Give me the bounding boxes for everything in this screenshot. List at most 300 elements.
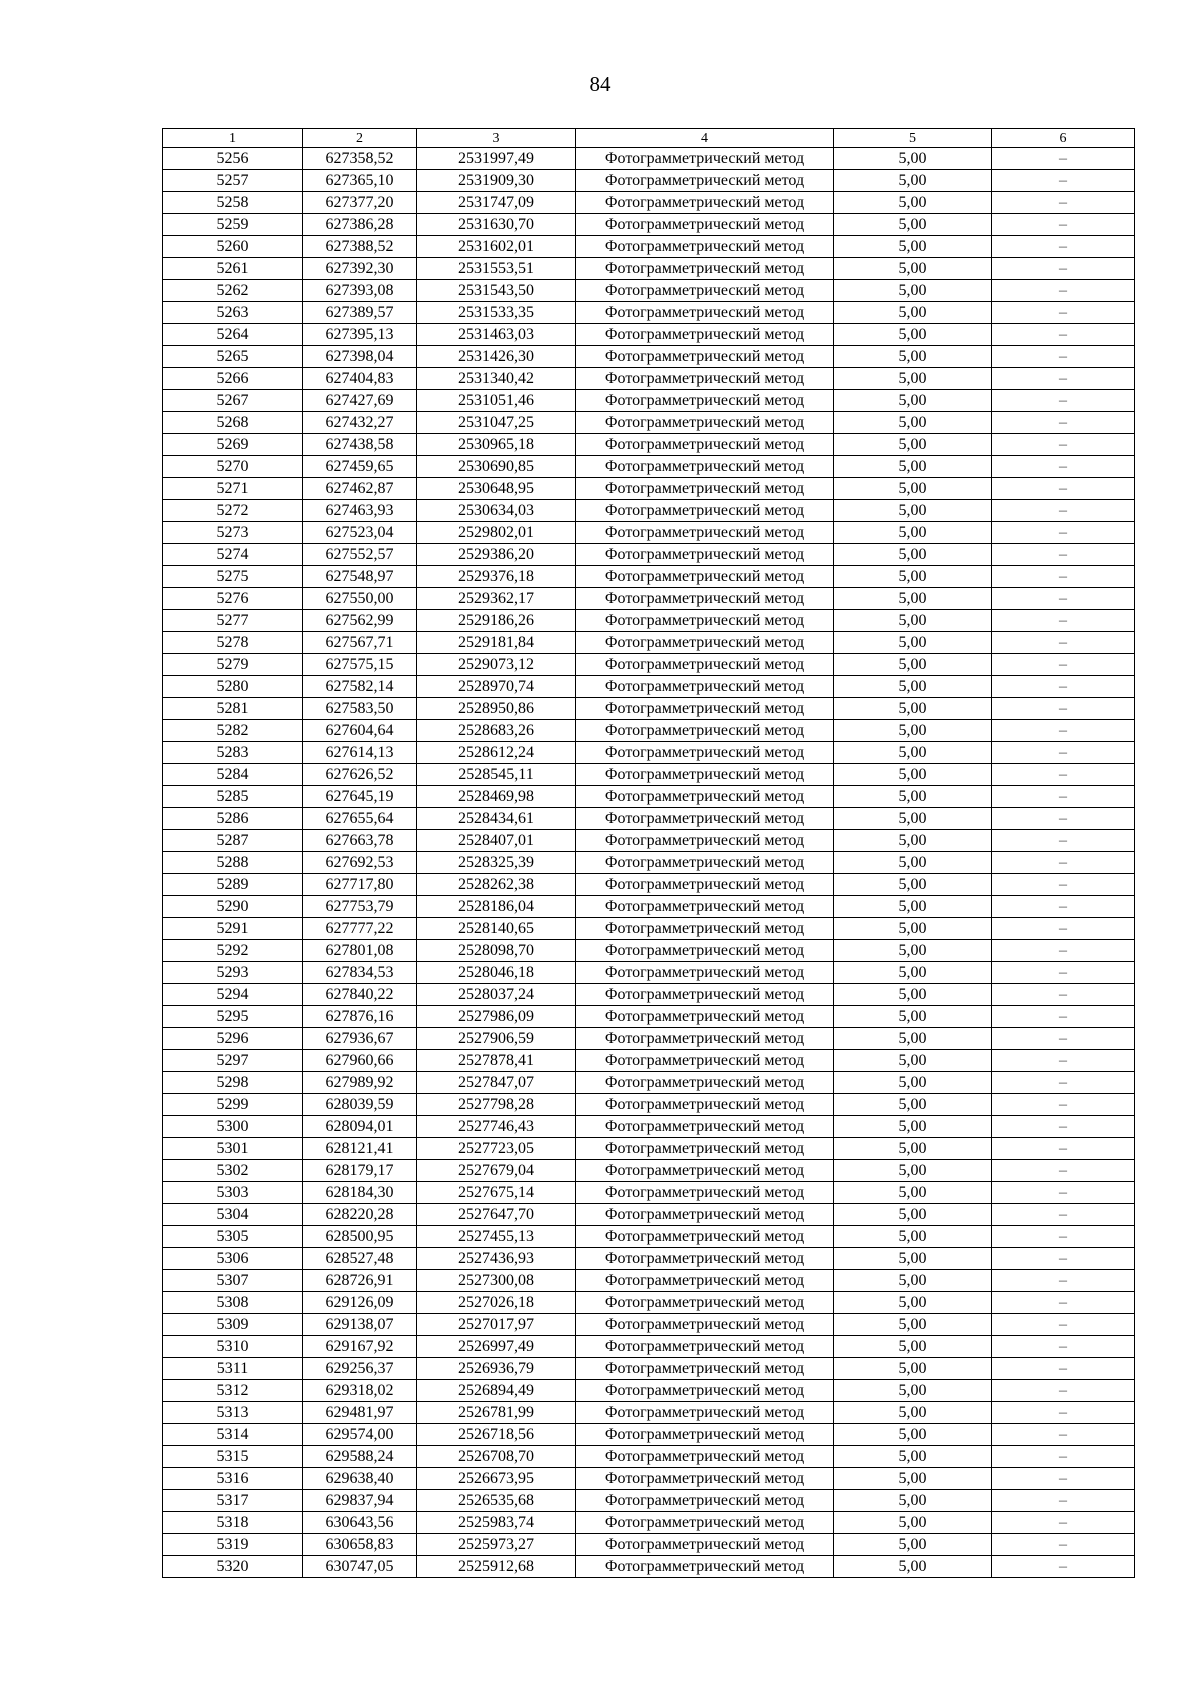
y-coordinate-cell: 2531997,49	[417, 148, 576, 170]
y-coordinate-cell: 2531747,09	[417, 192, 576, 214]
table-row	[163, 1512, 1135, 1534]
method-cell: Фотограмметрический метод	[576, 1380, 834, 1402]
table-row	[163, 1226, 1135, 1248]
table-row	[163, 808, 1135, 830]
point-number-cell: 5298	[163, 1072, 303, 1094]
accuracy-cell: 5,00	[834, 544, 992, 566]
table-row	[163, 1292, 1135, 1314]
description-cell: –	[992, 1094, 1135, 1116]
description-cell: –	[992, 1358, 1135, 1380]
method-cell: Фотограмметрический метод	[576, 786, 834, 808]
x-coordinate-cell: 629256,37	[303, 1358, 417, 1380]
accuracy-cell: 5,00	[834, 500, 992, 522]
y-coordinate-cell: 2527986,09	[417, 1006, 576, 1028]
table-row	[163, 1402, 1135, 1424]
table-row	[163, 918, 1135, 940]
table-row	[163, 940, 1135, 962]
table-row	[163, 236, 1135, 258]
description-cell: –	[992, 1138, 1135, 1160]
description-cell: –	[992, 192, 1135, 214]
x-coordinate-cell: 629837,94	[303, 1490, 417, 1512]
method-cell: Фотограмметрический метод	[576, 1270, 834, 1292]
x-coordinate-cell: 627655,64	[303, 808, 417, 830]
accuracy-cell: 5,00	[834, 1424, 992, 1446]
y-coordinate-cell: 2527746,43	[417, 1116, 576, 1138]
point-number-cell: 5290	[163, 896, 303, 918]
x-coordinate-cell: 627392,30	[303, 258, 417, 280]
method-cell: Фотограмметрический метод	[576, 1160, 834, 1182]
table-row	[163, 1358, 1135, 1380]
accuracy-cell: 5,00	[834, 192, 992, 214]
table-row	[163, 1050, 1135, 1072]
accuracy-cell: 5,00	[834, 324, 992, 346]
accuracy-cell: 5,00	[834, 1072, 992, 1094]
table-row	[163, 390, 1135, 412]
x-coordinate-cell: 627365,10	[303, 170, 417, 192]
method-cell: Фотограмметрический метод	[576, 1446, 834, 1468]
accuracy-cell: 5,00	[834, 1182, 992, 1204]
table-row	[163, 522, 1135, 544]
table-row	[163, 566, 1135, 588]
method-cell: Фотограмметрический метод	[576, 566, 834, 588]
table-row	[163, 258, 1135, 280]
table-row	[163, 874, 1135, 896]
point-number-cell: 5264	[163, 324, 303, 346]
description-cell: –	[992, 214, 1135, 236]
x-coordinate-cell: 628039,59	[303, 1094, 417, 1116]
y-coordinate-cell: 2531630,70	[417, 214, 576, 236]
description-cell: –	[992, 676, 1135, 698]
table-row	[163, 588, 1135, 610]
y-coordinate-cell: 2528545,11	[417, 764, 576, 786]
description-cell: –	[992, 1380, 1135, 1402]
accuracy-cell: 5,00	[834, 918, 992, 940]
point-number-cell: 5303	[163, 1182, 303, 1204]
description-cell: –	[992, 390, 1135, 412]
x-coordinate-cell: 628500,95	[303, 1226, 417, 1248]
description-cell: –	[992, 456, 1135, 478]
description-cell: –	[992, 1006, 1135, 1028]
method-cell: Фотограмметрический метод	[576, 346, 834, 368]
point-number-cell: 5308	[163, 1292, 303, 1314]
x-coordinate-cell: 627463,93	[303, 500, 417, 522]
accuracy-cell: 5,00	[834, 258, 992, 280]
description-cell: –	[992, 1226, 1135, 1248]
description-cell: –	[992, 720, 1135, 742]
method-cell: Фотограмметрический метод	[576, 1534, 834, 1556]
table-header	[163, 129, 1135, 148]
x-coordinate-cell: 627583,50	[303, 698, 417, 720]
method-cell: Фотограмметрический метод	[576, 1358, 834, 1380]
accuracy-cell: 5,00	[834, 214, 992, 236]
method-cell: Фотограмметрический метод	[576, 148, 834, 170]
method-cell: Фотограмметрический метод	[576, 214, 834, 236]
x-coordinate-cell: 627575,15	[303, 654, 417, 676]
x-coordinate-cell: 627432,27	[303, 412, 417, 434]
x-coordinate-cell: 627398,04	[303, 346, 417, 368]
method-cell: Фотограмметрический метод	[576, 192, 834, 214]
description-cell: –	[992, 1534, 1135, 1556]
point-number-cell: 5310	[163, 1336, 303, 1358]
point-number-cell: 5311	[163, 1358, 303, 1380]
description-cell: –	[992, 1424, 1135, 1446]
x-coordinate-cell: 627459,65	[303, 456, 417, 478]
point-number-cell: 5280	[163, 676, 303, 698]
method-cell: Фотограмметрический метод	[576, 764, 834, 786]
description-cell: –	[992, 1072, 1135, 1094]
point-number-cell: 5258	[163, 192, 303, 214]
table-row	[163, 280, 1135, 302]
table-row	[163, 192, 1135, 214]
description-cell: –	[992, 962, 1135, 984]
table-row	[163, 1138, 1135, 1160]
point-number-cell: 5267	[163, 390, 303, 412]
y-coordinate-cell: 2531909,30	[417, 170, 576, 192]
method-cell: Фотограмметрический метод	[576, 852, 834, 874]
accuracy-cell: 5,00	[834, 1292, 992, 1314]
accuracy-cell: 5,00	[834, 434, 992, 456]
method-cell: Фотограмметрический метод	[576, 1336, 834, 1358]
x-coordinate-cell: 627960,66	[303, 1050, 417, 1072]
method-cell: Фотограмметрический метод	[576, 280, 834, 302]
table-row	[163, 1336, 1135, 1358]
header-cell-6: 6	[992, 129, 1135, 148]
table-row	[163, 1424, 1135, 1446]
x-coordinate-cell: 627523,04	[303, 522, 417, 544]
method-cell: Фотограмметрический метод	[576, 1402, 834, 1424]
header-cell-5: 5	[834, 129, 992, 148]
description-cell: –	[992, 786, 1135, 808]
method-cell: Фотограмметрический метод	[576, 478, 834, 500]
table-row	[163, 632, 1135, 654]
accuracy-cell: 5,00	[834, 566, 992, 588]
y-coordinate-cell: 2528262,38	[417, 874, 576, 896]
table-row	[163, 500, 1135, 522]
y-coordinate-cell: 2526936,79	[417, 1358, 576, 1380]
x-coordinate-cell: 627562,99	[303, 610, 417, 632]
table-row	[163, 456, 1135, 478]
x-coordinate-cell: 629126,09	[303, 1292, 417, 1314]
y-coordinate-cell: 2529376,18	[417, 566, 576, 588]
table-row	[163, 148, 1135, 170]
point-number-cell: 5302	[163, 1160, 303, 1182]
accuracy-cell: 5,00	[834, 654, 992, 676]
method-cell: Фотограмметрический метод	[576, 896, 834, 918]
y-coordinate-cell: 2526997,49	[417, 1336, 576, 1358]
accuracy-cell: 5,00	[834, 1380, 992, 1402]
accuracy-cell: 5,00	[834, 1028, 992, 1050]
point-number-cell: 5276	[163, 588, 303, 610]
header-row	[163, 129, 1135, 148]
y-coordinate-cell: 2525983,74	[417, 1512, 576, 1534]
point-number-cell: 5282	[163, 720, 303, 742]
method-cell: Фотограмметрический метод	[576, 654, 834, 676]
x-coordinate-cell: 629588,24	[303, 1446, 417, 1468]
point-number-cell: 5318	[163, 1512, 303, 1534]
method-cell: Фотограмметрический метод	[576, 258, 834, 280]
point-number-cell: 5262	[163, 280, 303, 302]
x-coordinate-cell: 629638,40	[303, 1468, 417, 1490]
method-cell: Фотограмметрический метод	[576, 1314, 834, 1336]
method-cell: Фотограмметрический метод	[576, 808, 834, 830]
description-cell: –	[992, 522, 1135, 544]
point-number-cell: 5261	[163, 258, 303, 280]
y-coordinate-cell: 2526535,68	[417, 1490, 576, 1512]
point-number-cell: 5278	[163, 632, 303, 654]
point-number-cell: 5285	[163, 786, 303, 808]
method-cell: Фотограмметрический метод	[576, 698, 834, 720]
y-coordinate-cell: 2531553,51	[417, 258, 576, 280]
y-coordinate-cell: 2526894,49	[417, 1380, 576, 1402]
description-cell: –	[992, 324, 1135, 346]
method-cell: Фотограмметрический метод	[576, 830, 834, 852]
x-coordinate-cell: 627717,80	[303, 874, 417, 896]
description-cell: –	[992, 654, 1135, 676]
x-coordinate-cell: 630747,05	[303, 1556, 417, 1578]
accuracy-cell: 5,00	[834, 764, 992, 786]
method-cell: Фотограмметрический метод	[576, 918, 834, 940]
description-cell: –	[992, 698, 1135, 720]
description-cell: –	[992, 1292, 1135, 1314]
y-coordinate-cell: 2531602,01	[417, 236, 576, 258]
y-coordinate-cell: 2529186,26	[417, 610, 576, 632]
method-cell: Фотограмметрический метод	[576, 412, 834, 434]
x-coordinate-cell: 627876,16	[303, 1006, 417, 1028]
method-cell: Фотограмметрический метод	[576, 302, 834, 324]
table-row	[163, 676, 1135, 698]
y-coordinate-cell: 2527026,18	[417, 1292, 576, 1314]
accuracy-cell: 5,00	[834, 1358, 992, 1380]
point-number-cell: 5305	[163, 1226, 303, 1248]
y-coordinate-cell: 2526673,95	[417, 1468, 576, 1490]
description-cell: –	[992, 896, 1135, 918]
method-cell: Фотограмметрический метод	[576, 170, 834, 192]
method-cell: Фотограмметрический метод	[576, 1468, 834, 1490]
y-coordinate-cell: 2527878,41	[417, 1050, 576, 1072]
description-cell: –	[992, 1336, 1135, 1358]
accuracy-cell: 5,00	[834, 478, 992, 500]
table-row	[163, 1534, 1135, 1556]
table-row	[163, 984, 1135, 1006]
x-coordinate-cell: 629167,92	[303, 1336, 417, 1358]
method-cell: Фотограмметрический метод	[576, 522, 834, 544]
header-cell-1: 1	[163, 129, 303, 148]
description-cell: –	[992, 632, 1135, 654]
description-cell: –	[992, 566, 1135, 588]
x-coordinate-cell: 627377,20	[303, 192, 417, 214]
x-coordinate-cell: 627582,14	[303, 676, 417, 698]
accuracy-cell: 5,00	[834, 1116, 992, 1138]
description-cell: –	[992, 258, 1135, 280]
point-number-cell: 5301	[163, 1138, 303, 1160]
table-row	[163, 1314, 1135, 1336]
accuracy-cell: 5,00	[834, 984, 992, 1006]
y-coordinate-cell: 2530634,03	[417, 500, 576, 522]
method-cell: Фотограмметрический метод	[576, 1072, 834, 1094]
description-cell: –	[992, 1556, 1135, 1578]
description-cell: –	[992, 148, 1135, 170]
method-cell: Фотограмметрический метод	[576, 1490, 834, 1512]
x-coordinate-cell: 627663,78	[303, 830, 417, 852]
x-coordinate-cell: 627645,19	[303, 786, 417, 808]
description-cell: –	[992, 1468, 1135, 1490]
y-coordinate-cell: 2528140,65	[417, 918, 576, 940]
point-number-cell: 5256	[163, 148, 303, 170]
description-cell: –	[992, 918, 1135, 940]
y-coordinate-cell: 2528469,98	[417, 786, 576, 808]
y-coordinate-cell: 2531543,50	[417, 280, 576, 302]
x-coordinate-cell: 628094,01	[303, 1116, 417, 1138]
method-cell: Фотограмметрический метод	[576, 456, 834, 478]
x-coordinate-cell: 629574,00	[303, 1424, 417, 1446]
method-cell: Фотограмметрический метод	[576, 324, 834, 346]
table-row	[163, 962, 1135, 984]
y-coordinate-cell: 2528434,61	[417, 808, 576, 830]
description-cell: –	[992, 544, 1135, 566]
accuracy-cell: 5,00	[834, 1314, 992, 1336]
description-cell: –	[992, 1402, 1135, 1424]
accuracy-cell: 5,00	[834, 1556, 992, 1578]
x-coordinate-cell: 627777,22	[303, 918, 417, 940]
method-cell: Фотограмметрический метод	[576, 1050, 834, 1072]
x-coordinate-cell: 627936,67	[303, 1028, 417, 1050]
y-coordinate-cell: 2527798,28	[417, 1094, 576, 1116]
accuracy-cell: 5,00	[834, 170, 992, 192]
y-coordinate-cell: 2526718,56	[417, 1424, 576, 1446]
description-cell: –	[992, 1160, 1135, 1182]
header-cell-4: 4	[576, 129, 834, 148]
point-number-cell: 5293	[163, 962, 303, 984]
accuracy-cell: 5,00	[834, 1204, 992, 1226]
method-cell: Фотограмметрический метод	[576, 1116, 834, 1138]
accuracy-cell: 5,00	[834, 940, 992, 962]
method-cell: Фотограмметрический метод	[576, 434, 834, 456]
accuracy-cell: 5,00	[834, 302, 992, 324]
x-coordinate-cell: 628527,48	[303, 1248, 417, 1270]
description-cell: –	[992, 874, 1135, 896]
coordinates-table	[162, 128, 1135, 1578]
x-coordinate-cell: 627989,92	[303, 1072, 417, 1094]
point-number-cell: 5291	[163, 918, 303, 940]
accuracy-cell: 5,00	[834, 390, 992, 412]
method-cell: Фотограмметрический метод	[576, 588, 834, 610]
accuracy-cell: 5,00	[834, 896, 992, 918]
table-row	[163, 896, 1135, 918]
table-row	[163, 324, 1135, 346]
description-cell: –	[992, 940, 1135, 962]
y-coordinate-cell: 2527300,08	[417, 1270, 576, 1292]
y-coordinate-cell: 2528683,26	[417, 720, 576, 742]
y-coordinate-cell: 2528950,86	[417, 698, 576, 720]
x-coordinate-cell: 627404,83	[303, 368, 417, 390]
table-row	[163, 610, 1135, 632]
point-number-cell: 5260	[163, 236, 303, 258]
point-number-cell: 5314	[163, 1424, 303, 1446]
x-coordinate-cell: 627753,79	[303, 896, 417, 918]
point-number-cell: 5319	[163, 1534, 303, 1556]
accuracy-cell: 5,00	[834, 1468, 992, 1490]
method-cell: Фотограмметрический метод	[576, 1226, 834, 1248]
x-coordinate-cell: 628179,17	[303, 1160, 417, 1182]
table-row	[163, 1182, 1135, 1204]
y-coordinate-cell: 2527455,13	[417, 1226, 576, 1248]
table-row	[163, 412, 1135, 434]
y-coordinate-cell: 2525973,27	[417, 1534, 576, 1556]
y-coordinate-cell: 2529386,20	[417, 544, 576, 566]
y-coordinate-cell: 2528046,18	[417, 962, 576, 984]
table-row	[163, 1160, 1135, 1182]
table-body	[163, 148, 1135, 1578]
description-cell: –	[992, 1314, 1135, 1336]
description-cell: –	[992, 1204, 1135, 1226]
point-number-cell: 5292	[163, 940, 303, 962]
x-coordinate-cell: 629138,07	[303, 1314, 417, 1336]
x-coordinate-cell: 627358,52	[303, 148, 417, 170]
accuracy-cell: 5,00	[834, 698, 992, 720]
y-coordinate-cell: 2528098,70	[417, 940, 576, 962]
method-cell: Фотограмметрический метод	[576, 1248, 834, 1270]
accuracy-cell: 5,00	[834, 632, 992, 654]
description-cell: –	[992, 1512, 1135, 1534]
point-number-cell: 5277	[163, 610, 303, 632]
accuracy-cell: 5,00	[834, 1226, 992, 1248]
y-coordinate-cell: 2526708,70	[417, 1446, 576, 1468]
description-cell: –	[992, 742, 1135, 764]
table-row	[163, 698, 1135, 720]
accuracy-cell: 5,00	[834, 830, 992, 852]
x-coordinate-cell: 628184,30	[303, 1182, 417, 1204]
table-row	[163, 1270, 1135, 1292]
table-row	[163, 214, 1135, 236]
description-cell: –	[992, 236, 1135, 258]
y-coordinate-cell: 2531463,03	[417, 324, 576, 346]
x-coordinate-cell: 629481,97	[303, 1402, 417, 1424]
accuracy-cell: 5,00	[834, 1534, 992, 1556]
x-coordinate-cell: 627388,52	[303, 236, 417, 258]
point-number-cell: 5279	[163, 654, 303, 676]
table-row	[163, 786, 1135, 808]
point-number-cell: 5281	[163, 698, 303, 720]
method-cell: Фотограмметрический метод	[576, 940, 834, 962]
point-number-cell: 5295	[163, 1006, 303, 1028]
method-cell: Фотограмметрический метод	[576, 390, 834, 412]
x-coordinate-cell: 628121,41	[303, 1138, 417, 1160]
table-row	[163, 434, 1135, 456]
method-cell: Фотограмметрический метод	[576, 1512, 834, 1534]
point-number-cell: 5271	[163, 478, 303, 500]
accuracy-cell: 5,00	[834, 1336, 992, 1358]
table-row	[163, 1094, 1135, 1116]
x-coordinate-cell: 627548,97	[303, 566, 417, 588]
x-coordinate-cell: 627395,13	[303, 324, 417, 346]
table-row	[163, 1072, 1135, 1094]
y-coordinate-cell: 2530965,18	[417, 434, 576, 456]
table-row	[163, 346, 1135, 368]
table-row	[163, 1028, 1135, 1050]
x-coordinate-cell: 627840,22	[303, 984, 417, 1006]
table-row	[163, 742, 1135, 764]
method-cell: Фотограмметрический метод	[576, 1182, 834, 1204]
method-cell: Фотограмметрический метод	[576, 610, 834, 632]
point-number-cell: 5313	[163, 1402, 303, 1424]
point-number-cell: 5257	[163, 170, 303, 192]
point-number-cell: 5309	[163, 1314, 303, 1336]
accuracy-cell: 5,00	[834, 720, 992, 742]
point-number-cell: 5288	[163, 852, 303, 874]
description-cell: –	[992, 1182, 1135, 1204]
y-coordinate-cell: 2527847,07	[417, 1072, 576, 1094]
y-coordinate-cell: 2527906,59	[417, 1028, 576, 1050]
